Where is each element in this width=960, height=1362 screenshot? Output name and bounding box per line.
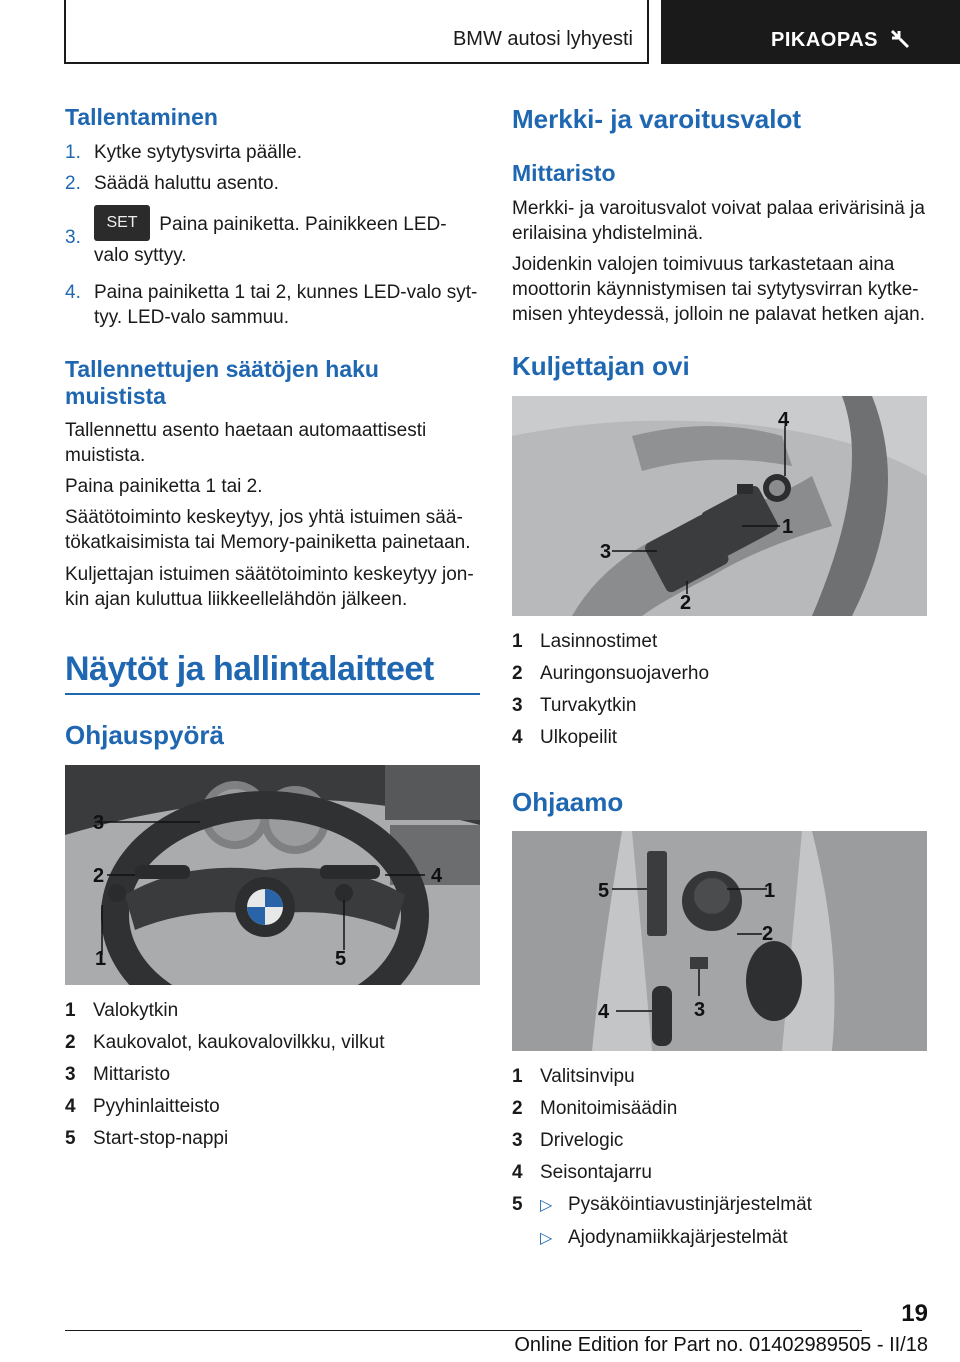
steering-callout: 1: [95, 948, 107, 970]
recall-paragraph: Paina painiketta 1 tai 2.: [65, 476, 263, 497]
bullet-triangle-icon: ▷: [540, 1197, 553, 1214]
header-chapter-title: PIKAOPAS: [771, 29, 878, 51]
cockpit-callout: 3: [694, 999, 706, 1021]
cluster-paragraph: Merkki- ja varoitusvalot voivat palaa erivärisinä ja erilaisina yhdistelminä.: [512, 198, 925, 244]
bullet-triangle-icon: ▷: [540, 1230, 553, 1247]
legend-item: 3 Drivelogic: [512, 1130, 624, 1151]
legend-item: 2 Monitoimisäädin: [512, 1098, 678, 1119]
legend-item: 5 ▷ Pysäköintiavustinjärjestelmät: [512, 1192, 927, 1218]
quick-guide-icon: [889, 28, 911, 50]
step-text: Paina painiketta 1 tai 2, kunnes LED-valo syt-tyy. LED-valo sammuu.: [94, 282, 478, 328]
step-number: 2.: [65, 173, 81, 194]
cockpit-callout: 1: [764, 880, 776, 902]
step-number: 3.: [65, 227, 81, 248]
cockpit-image: [512, 831, 927, 1051]
legend-item: 2 Auringonsuojaverho: [512, 663, 710, 684]
legend-item: 4 Ulkopeilit: [512, 727, 618, 748]
legend-item: 2 Kaukovalot, kaukovalovilkku, vilkut: [65, 1032, 385, 1053]
cockpit-heading: Ohjaamo: [512, 787, 624, 817]
steering-legend: [65, 998, 480, 1151]
save-step: [65, 280, 480, 330]
legend-item: 3 Turvakytkin: [512, 695, 637, 716]
set-button: SET: [94, 205, 150, 241]
header-chapter-box: [661, 0, 960, 64]
recall-paragraph: Kuljettajan istuimen säätötoiminto keskeytyy jon-kin ajan kuluttua liikkeellelähdön jälkeen.: [65, 564, 474, 610]
door-heading: Kuljettajan ovi: [512, 351, 690, 381]
cluster-paragraph: Joidenkin valojen toimivuus tarkastetaan aina moottorin käynnistymisen tai sytytysvirran kytke-misen yhteydessä, jolloin ne palavat hetken ajan.: [512, 254, 925, 325]
cockpit-callout: 4: [598, 1001, 610, 1023]
recall-paragraph: Tallennettu asento haetaan automaattisesti muistista.: [65, 420, 427, 466]
save-heading: Tallentaminen: [65, 104, 218, 130]
cockpit-legend: [512, 1064, 927, 1251]
page-number: 19: [901, 1300, 928, 1327]
step-text: Säädä haluttu asento.: [94, 173, 279, 194]
recall-paragraph: Säätötoiminto keskeytyy, jos yhtä istuimen sää-tökatkaisimista tai Memory-painiketta painetaan.: [65, 507, 471, 553]
lights-heading: Merkki- ja varoitusvalot: [512, 104, 801, 134]
step-text: Paina painiketta. Painikkeen LED-valo syttyy.: [94, 214, 447, 266]
step-number: 1.: [65, 142, 81, 163]
chapter-rule: [65, 693, 480, 695]
legend-item: 4 Pyyhinlaitteisto: [65, 1096, 220, 1117]
legend-item: 1 Valokytkin: [65, 1000, 179, 1021]
steering-callout: 3: [93, 812, 105, 834]
cluster-heading: Mittaristo: [512, 160, 616, 186]
steering-wheel-image: [65, 765, 480, 985]
door-callout: 1: [782, 516, 794, 538]
cockpit-callout: 2: [762, 923, 774, 945]
steering-callout: 4: [431, 865, 443, 887]
driver-door-image: [512, 396, 927, 616]
legend-item: 3 Mittaristo: [65, 1064, 171, 1085]
steering-callout: 2: [93, 865, 105, 887]
cockpit-callout: 5: [598, 880, 610, 902]
legend-item: 5 Start-stop-nappi: [65, 1128, 229, 1149]
legend-item: 4 Seisontajarru: [512, 1162, 652, 1183]
footer-edition: Online Edition for Part no. 01402989505 - II/18: [514, 1334, 928, 1356]
chapter-title: Näytöt ja hallintalaitteet: [65, 650, 434, 688]
header-section-box: [64, 0, 649, 64]
recall-heading: Tallennettujen säätöjen haku muistista: [65, 356, 379, 409]
door-legend: [512, 629, 927, 750]
save-step: [65, 140, 480, 165]
save-step: [65, 205, 480, 266]
legend-subitem: ▷ Ajodynamiikkajärjestelmät: [512, 1225, 927, 1251]
save-step: [65, 171, 480, 196]
header-section-title: BMW autosi lyhyesti: [452, 28, 633, 50]
door-callout: 2: [680, 592, 692, 614]
steering-heading: Ohjauspyörä: [65, 720, 224, 750]
legend-item: 1 Lasinnostimet: [512, 631, 658, 652]
legend-item: 1 Valitsinvipu: [512, 1066, 635, 1087]
door-callout: 3: [600, 541, 612, 563]
step-text: Kytke sytytysvirta päälle.: [94, 142, 303, 163]
step-number: 4.: [65, 282, 81, 303]
door-callout: 4: [778, 409, 790, 431]
steering-callout: 5: [335, 948, 347, 970]
footer-rule: [65, 1330, 862, 1331]
